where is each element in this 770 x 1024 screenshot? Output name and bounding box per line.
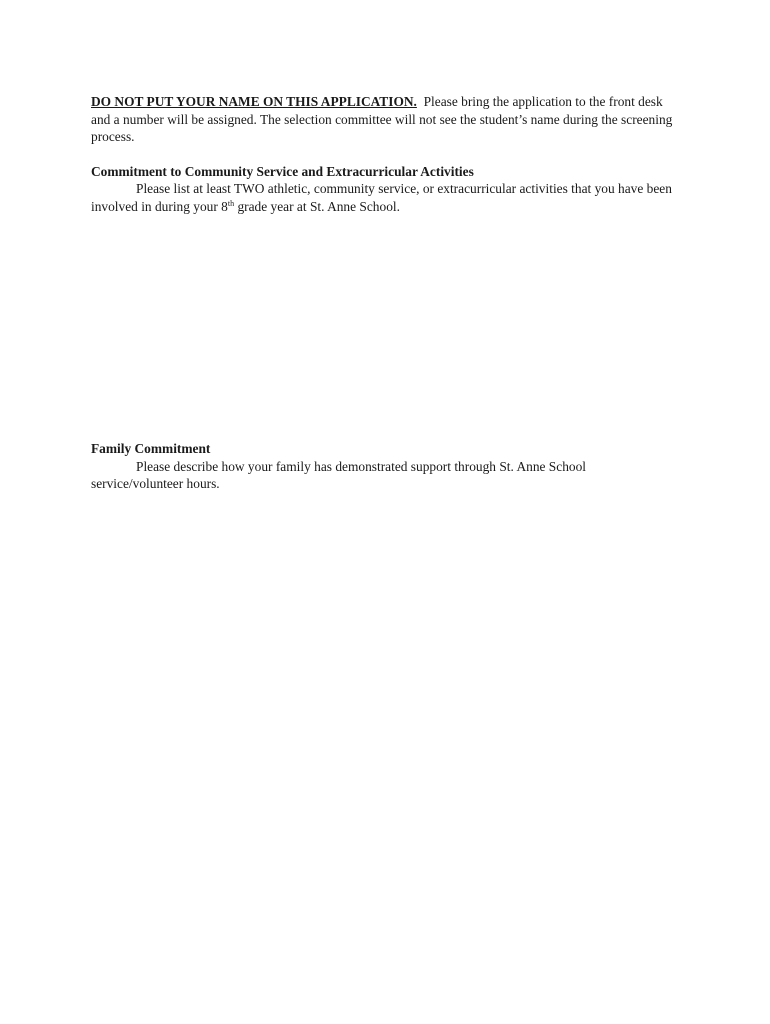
community-service-section: [91, 163, 681, 216]
family-commitment-prompt: Please describe how your family has demonstrated support through St. Anne School service/volunteer hours.: [91, 458, 586, 491]
submission-instructions: Please bring the application to the front desk and a number will be assigned. The selection committee will not see the student’s name during the screening process.: [91, 94, 673, 144]
page-content: [91, 93, 681, 493]
community-prompt-text-end: grade year at St. Anne School.: [234, 198, 400, 214]
anonymity-warning: DO NOT PUT YOUR NAME ON THIS APPLICATION.: [91, 94, 417, 109]
community-service-prompt: [91, 180, 681, 215]
anonymity-notice: [91, 93, 681, 146]
family-commitment-heading: Family Commitment: [91, 441, 211, 456]
community-prompt-text: Please list at least TWO athletic, community service, or extracurricular activities that you have been involved in during your 8: [91, 181, 672, 214]
community-service-heading: Commitment to Community Service and Extracurricular Activities: [91, 163, 474, 179]
family-commitment-section: [91, 440, 681, 493]
ordinal-suffix: th: [227, 198, 235, 208]
